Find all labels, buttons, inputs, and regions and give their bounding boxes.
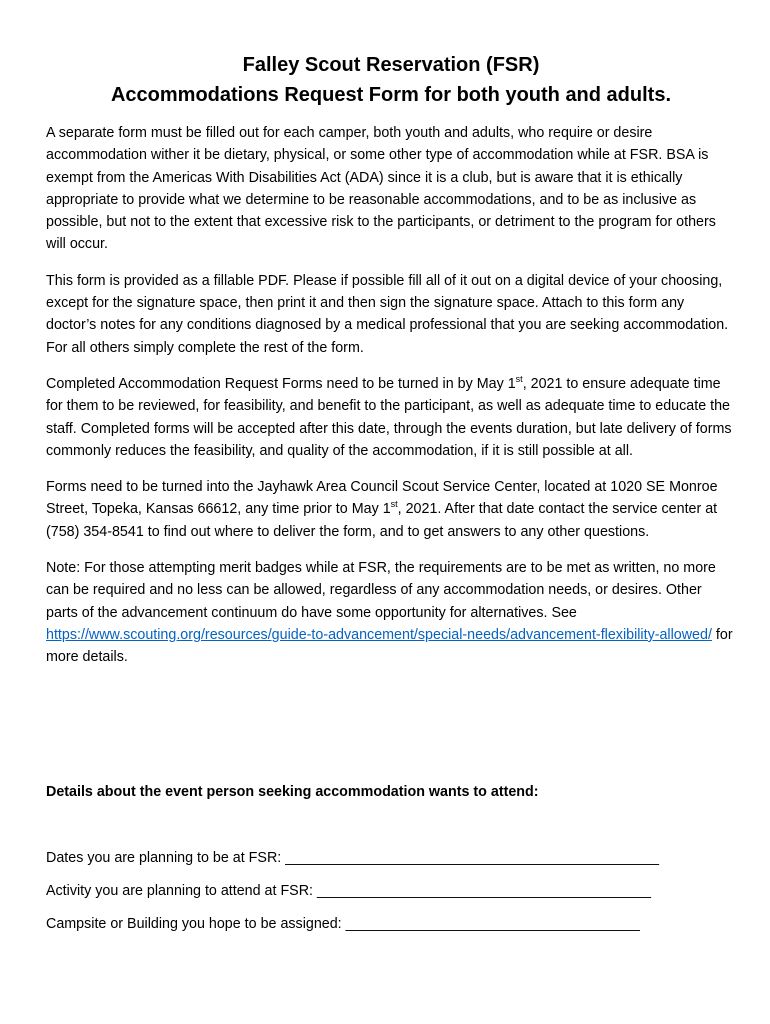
intro-paragraph: A separate form must be filled out for each camper, both youth and adults, who require or desire accommodation wither it be dietary, physical, or some other type of accommodation while at FSR. BSA is exempt from the Americas With Disabilities Act (ADA) since it is a club, but is aware that it is ethically appropriate to provide what we determine to be reasonable accommodations, and to be as inclusive as possible, but not to the extent that excessive risk to the participants, or detriment to the program for others will occur. [46, 125, 716, 253]
form-page [46, 50, 736, 932]
submission-ordinal: st [390, 499, 398, 510]
merit-badge-note-paragraph [46, 557, 736, 668]
submission-text-start: Forms need to be turned into the Jayhawk Area Council Scout Service Center, located at 1020 SE Monroe Street, Topeka, Kansas 66612, any time prior to May 1 [46, 479, 718, 518]
dates-field-blank[interactable]: _______________________________________________ [285, 850, 659, 866]
campsite-field-label: Campsite or Building you hope to be assigned: [46, 916, 342, 932]
event-details-heading: Details about the event person seeking accommodation wants to attend: [46, 784, 539, 800]
campsite-field-blank[interactable]: _____________________________________ [345, 916, 640, 932]
activity-field-label: Activity you are planning to attend at FSR: [46, 883, 314, 899]
title-block [46, 50, 736, 110]
submission-paragraph [46, 476, 736, 543]
deadline-text-start: Completed Accommodation Request Forms need to be turned in by May 1 [46, 375, 516, 392]
activity-field[interactable] [46, 880, 651, 902]
form-title-line-2: Accommodations Request Form for both youth and adults. [110, 84, 672, 106]
note-text-start: Note: For those attempting merit badges while at FSR, the requirements are to be met as written, no more can be required and no less can be allowed, regardless of any accommodation needs, or desires. Other parts of the advancement continuum do have some opportunity for alternatives. See [46, 560, 716, 621]
form-title-line-1: Falley Scout Reservation (FSR) [242, 54, 540, 76]
activity-field-blank[interactable]: __________________________________________ [317, 883, 651, 899]
dates-field[interactable] [46, 847, 659, 869]
dates-field-label: Dates you are planning to be at FSR: [46, 850, 282, 866]
deadline-paragraph [46, 373, 736, 462]
deadline-ordinal: st [515, 374, 523, 385]
submission-text-end: , 2021. After that date contact the service center at (758) 354-8541 to find out where to deliver the form, and to get answers to any other questions. [46, 501, 718, 540]
fillable-pdf-paragraph: This form is provided as a fillable PDF. Please if possible fill all of it out on a digital device of your choosing, except for the signature space, then print it and then sign the signature space. Attach to this form any doctor’s notes for any conditions diagnosed by a medical professional that you are seeking accommodation. For all others simply complete the rest of the form. [46, 272, 729, 356]
advancement-flexibility-link[interactable]: https://www.scouting.org/resources/guide-to-advancement/special-needs/advancement-flexibility-allowed/ [46, 626, 712, 643]
deadline-text-end: , 2021 to ensure adequate time for them to be reviewed, for feasibility, and benefit to the participant, as well as adequate time to educate the staff. Completed forms will be accepted after this date, through the events duration, but late delivery of forms commonly reduces the feasibility, and quality of the accommodation, if it is still possible at all. [46, 375, 732, 459]
campsite-field[interactable] [46, 913, 640, 935]
note-text-end: for more details. [46, 626, 733, 666]
